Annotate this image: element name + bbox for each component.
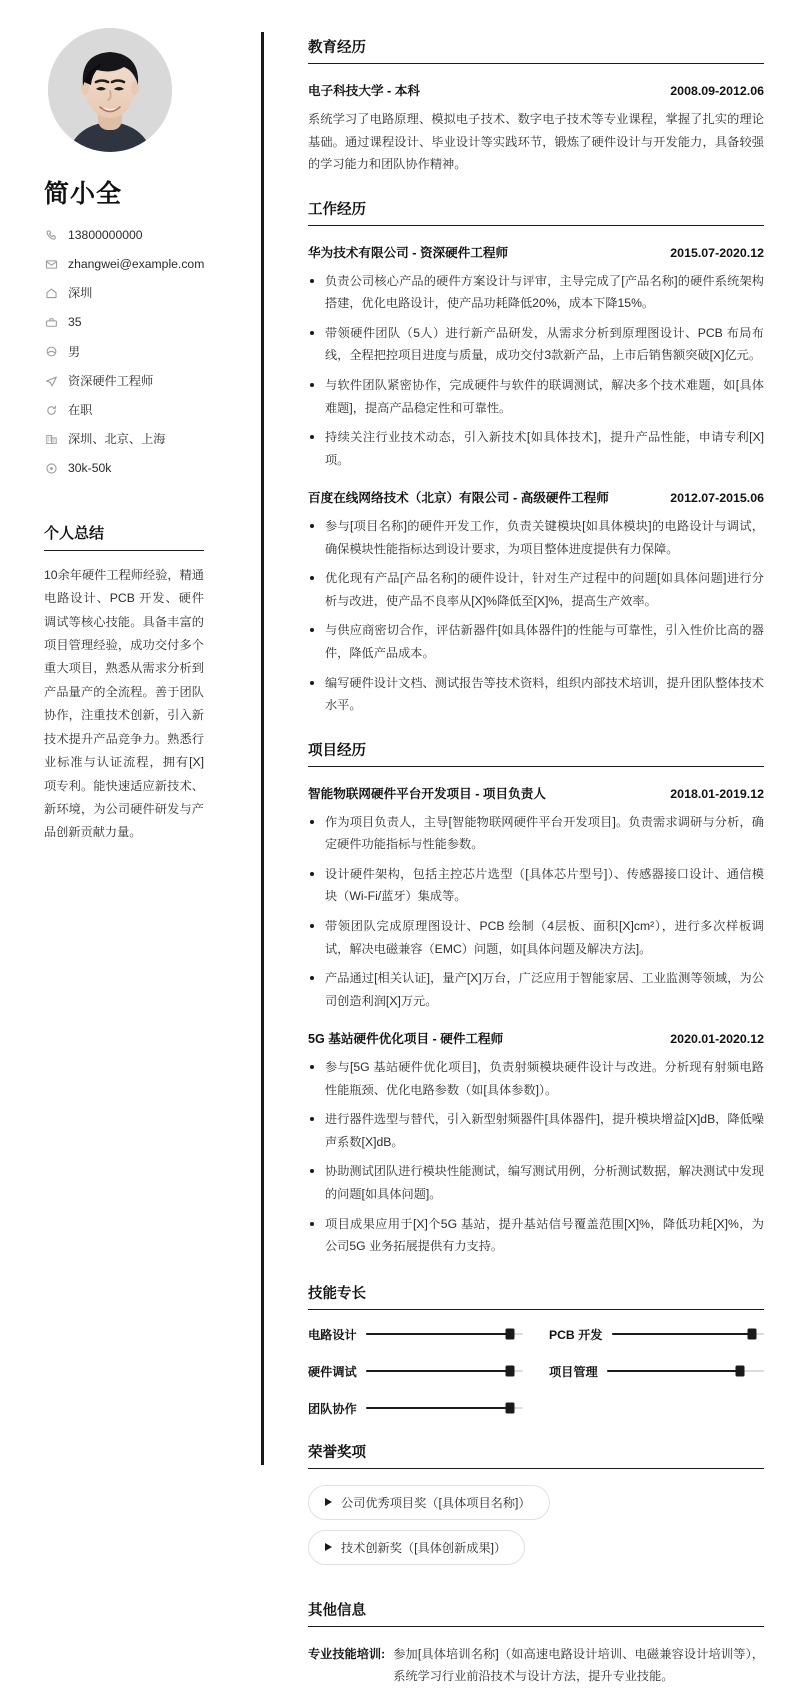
contact-value: 深圳 — [68, 286, 93, 301]
contact-value: 资深硬件工程师 — [68, 373, 154, 388]
skill-label: 电路设计 — [308, 1327, 357, 1342]
bullet-item: 参与[项目名称]的硬件开发工作，负责关键模块[如具体模块]的电路设计与调试，确保模块性能指标达到设计要求，为项目整体进度提供有力保障。 — [308, 515, 764, 560]
contact-value: zhangwei@example.com — [68, 257, 205, 272]
skill-label: PCB 开发 — [549, 1327, 603, 1342]
contact-value: 在职 — [68, 402, 93, 417]
briefcase-icon — [44, 316, 58, 330]
contact-value: 30k-50k — [68, 461, 112, 476]
skill-slider[interactable] — [366, 1333, 523, 1336]
other-section — [308, 1599, 764, 1688]
entry-date: 2020.01-2020.12 — [670, 1032, 764, 1047]
award-badge[interactable] — [308, 1485, 550, 1520]
section-title-awards: 荣誉奖项 — [308, 1441, 764, 1469]
entry-title: 电子科技大学 - 本科 — [308, 84, 420, 98]
skill-slider[interactable] — [366, 1407, 523, 1410]
contact-list — [44, 228, 226, 476]
phone-icon — [44, 228, 58, 242]
contact-location — [44, 286, 226, 301]
bullet-item: 协助测试团队进行模块性能测试，编写测试用例，分析测试数据，解决测试中发现的问题[如具体问题]。 — [308, 1160, 764, 1205]
bullet-item: 带领硬件团队（5人）进行新产品研发，从需求分析到原理图设计、PCB 布局布线，全程把控项目进度与质量，成功交付3款新产品，上市后销售额突破[X]亿元。 — [308, 322, 764, 367]
skill-fill — [366, 1333, 511, 1336]
skill-thumb[interactable] — [506, 1366, 515, 1377]
contact-status — [44, 403, 226, 418]
section-title-education: 教育经历 — [308, 36, 764, 64]
projects-section — [308, 739, 764, 1258]
skill-slider[interactable] — [612, 1333, 765, 1336]
awards-section — [308, 1441, 764, 1575]
summary-section — [44, 522, 226, 845]
bullet-item: 项目成果应用于[X]个5G 基站，提升基站信号覆盖范围[X]%，降低功耗[X]%，为公司5G 业务拓展提供有力支持。 — [308, 1213, 764, 1258]
skills-grid — [308, 1326, 764, 1417]
contact-value: 35 — [68, 315, 82, 330]
entry-head — [308, 242, 764, 261]
bullet-item: 负责公司核心产品的硬件方案设计与评审，主导完成了[产品名称]的硬件系统架构搭建，优化电路设计，使产品功耗降低20%，成本下降15%。 — [308, 270, 764, 315]
entry-title: 百度在线网络技术（北京）有限公司 - 高级硬件工程师 — [308, 491, 609, 506]
bullet-list — [308, 515, 764, 717]
award-badge[interactable] — [308, 1530, 525, 1565]
award-label: 技术创新奖（[具体创新成果]） — [341, 1540, 507, 1555]
bullet-item: 带领团队完成原理图设计、PCB 绘制（4层板、面积[X]cm²），进行多次样板调试，解决电磁兼容（EMC）问题，如[具体问题及解决方法]。 — [308, 915, 764, 960]
contact-gender — [44, 345, 226, 360]
other-row — [308, 1643, 764, 1688]
bullet-item: 进行器件选型与替代，引入新型射频器件[具体器件]，提升模块增益[X]dB，降低噪声系数[X]dB。 — [308, 1108, 764, 1153]
entry-date: 2018.01-2019.12 — [670, 786, 764, 801]
avatar — [48, 28, 172, 152]
triangle-marker-icon — [325, 1498, 332, 1506]
skill-label: 硬件调试 — [308, 1364, 357, 1379]
bullet-list — [308, 270, 764, 472]
entry-head — [308, 80, 764, 99]
gender-icon — [44, 345, 58, 359]
contact-age — [44, 315, 226, 330]
sidebar — [0, 0, 248, 845]
home-icon — [44, 287, 58, 301]
other-label: 专业技能培训: — [308, 1646, 386, 1661]
awards-list — [308, 1485, 764, 1575]
award-label: 公司优秀项目奖（[具体项目名称]） — [341, 1495, 531, 1510]
bullet-item: 编写硬件设计文档、测试报告等技术资料，组织内部技术培训，提升团队整体技术水平。 — [308, 672, 764, 717]
skill-slider[interactable] — [607, 1370, 764, 1373]
award-row — [308, 1530, 764, 1575]
portrait-photo-icon — [48, 28, 172, 152]
bullet-list — [308, 1056, 764, 1258]
skill-row — [549, 1326, 764, 1343]
main-column — [308, 0, 764, 1694]
bullet-item: 持续关注行业技术动态，引入新技术[如具体技术]，提升产品性能，申请专利[X]项。 — [308, 426, 764, 471]
column-divider — [261, 32, 264, 1465]
skill-label: 项目管理 — [549, 1364, 598, 1379]
contact-value: 13800000000 — [68, 228, 143, 242]
education-section — [308, 36, 764, 176]
work-entry — [308, 242, 764, 472]
section-title-work: 工作经历 — [308, 198, 764, 226]
project-entry — [308, 1028, 764, 1258]
skill-fill — [607, 1370, 741, 1373]
contact-salary — [44, 461, 226, 476]
skill-row — [308, 1326, 523, 1343]
work-entry — [308, 487, 764, 717]
skill-row — [308, 1400, 523, 1417]
skill-fill — [612, 1333, 752, 1336]
project-entry — [308, 783, 764, 1013]
skill-thumb[interactable] — [736, 1366, 745, 1377]
entry-date: 2012.07-2015.06 — [670, 491, 764, 506]
entry-head — [308, 487, 764, 506]
skill-thumb[interactable] — [747, 1329, 756, 1340]
bullet-item: 产品通过[相关认证]，量产[X]万台，广泛应用于智能家居、工业监测等领域，为公司创造利润[X]万元。 — [308, 967, 764, 1012]
skill-row — [549, 1363, 764, 1380]
entry-title: 5G 基站硬件优化项目 - 硬件工程师 — [308, 1032, 504, 1047]
bullet-item: 与供应商密切合作，评估新器件[如具体器件]的性能与可靠性，引入性价比高的器件，降低产品成本。 — [308, 619, 764, 664]
contact-cities — [44, 432, 226, 447]
contact-value: 深圳、北京、上海 — [68, 431, 166, 446]
paper-plane-icon — [44, 374, 58, 388]
bullet-item: 设计硬件架构，包括主控芯片选型（[具体芯片型号]）、传感器接口设计、通信模块（Wi-Fi/蓝牙）集成等。 — [308, 863, 764, 908]
triangle-marker-icon — [325, 1543, 332, 1551]
summary-title: 个人总结 — [44, 522, 204, 551]
skill-label: 团队协作 — [308, 1401, 357, 1416]
summary-body: 10余年硬件工程师经验，精通电路设计、PCB 开发、硬件调试等核心技能。具备丰富的项目管理经验，成功交付多个重大项目，熟悉从需求分析到产品量产的全流程。善于团队协作，注重技术创新，引入新技术提升产品竞争力。熟悉行业标准与认证流程，拥有[X]项专利。能快速适应新技术、新环境，为公司硬件研发与产品创新贡献力量。 — [44, 567, 204, 840]
envelope-icon — [44, 257, 58, 271]
skill-slider[interactable] — [366, 1370, 523, 1373]
entry-date: 2008.09-2012.06 — [670, 84, 764, 98]
contact-job-title — [44, 374, 226, 389]
section-title-skills: 技能专长 — [308, 1282, 764, 1310]
contact-phone — [44, 228, 226, 243]
section-title-projects: 项目经历 — [308, 739, 764, 767]
other-value: 参加[具体培训名称]（如高速电路设计培训、电磁兼容设计培训等），系统学习行业前沿技术与设计方法，提升专业技能。 — [393, 1646, 764, 1684]
bullet-item: 作为项目负责人，主导[智能物联网硬件平台开发项目]。负责需求调研与分析，确定硬件功能指标与性能参数。 — [308, 811, 764, 856]
work-section — [308, 198, 764, 717]
entry-description: 系统学习了电路原理、模拟电子技术、数字电子技术等专业课程，掌握了扎实的理论基础。通过课程设计、毕业设计等实践环节，锻炼了硬件设计与开发能力，具备较强的学习能力和团队协作精神。 — [308, 112, 764, 172]
section-title-other: 其他信息 — [308, 1599, 764, 1627]
bullet-list — [308, 811, 764, 1013]
entry-date: 2015.07-2020.12 — [670, 245, 764, 260]
skills-section — [308, 1282, 764, 1417]
bullet-item: 与软件团队紧密协作，完成硬件与软件的联调测试，解决多个技术难题，如[具体难题]，提高产品稳定性和可靠性。 — [308, 374, 764, 419]
contact-email — [44, 257, 226, 272]
entry-title: 华为技术有限公司 - 资深硬件工程师 — [308, 245, 509, 260]
entry-title: 智能物联网硬件平台开发项目 - 项目负责人 — [308, 786, 546, 801]
skill-row — [308, 1363, 523, 1380]
bullet-item: 优化现有产品[产品名称]的硬件设计，针对生产过程中的问题[如具体问题]进行分析与改进，使产品不良率从[X]%降低至[X]%，提高生产效率。 — [308, 567, 764, 612]
bullet-item: 参与[5G 基站硬件优化项目]，负责射频模块硬件设计与改进。分析现有射频电路性能瓶颈、优化电路参数（如[具体参数]）。 — [308, 1056, 764, 1101]
award-row — [308, 1485, 764, 1530]
skill-fill — [366, 1407, 511, 1410]
skill-thumb[interactable] — [506, 1329, 515, 1340]
target-icon — [44, 461, 58, 475]
contact-value: 男 — [68, 344, 81, 359]
skill-fill — [366, 1370, 511, 1373]
refresh-icon — [44, 403, 58, 417]
skill-thumb[interactable] — [506, 1403, 515, 1414]
building-icon — [44, 432, 58, 446]
education-entry — [308, 80, 764, 176]
entry-head — [308, 783, 764, 802]
entry-head — [308, 1028, 764, 1047]
page-title: 简小全 — [44, 180, 123, 208]
